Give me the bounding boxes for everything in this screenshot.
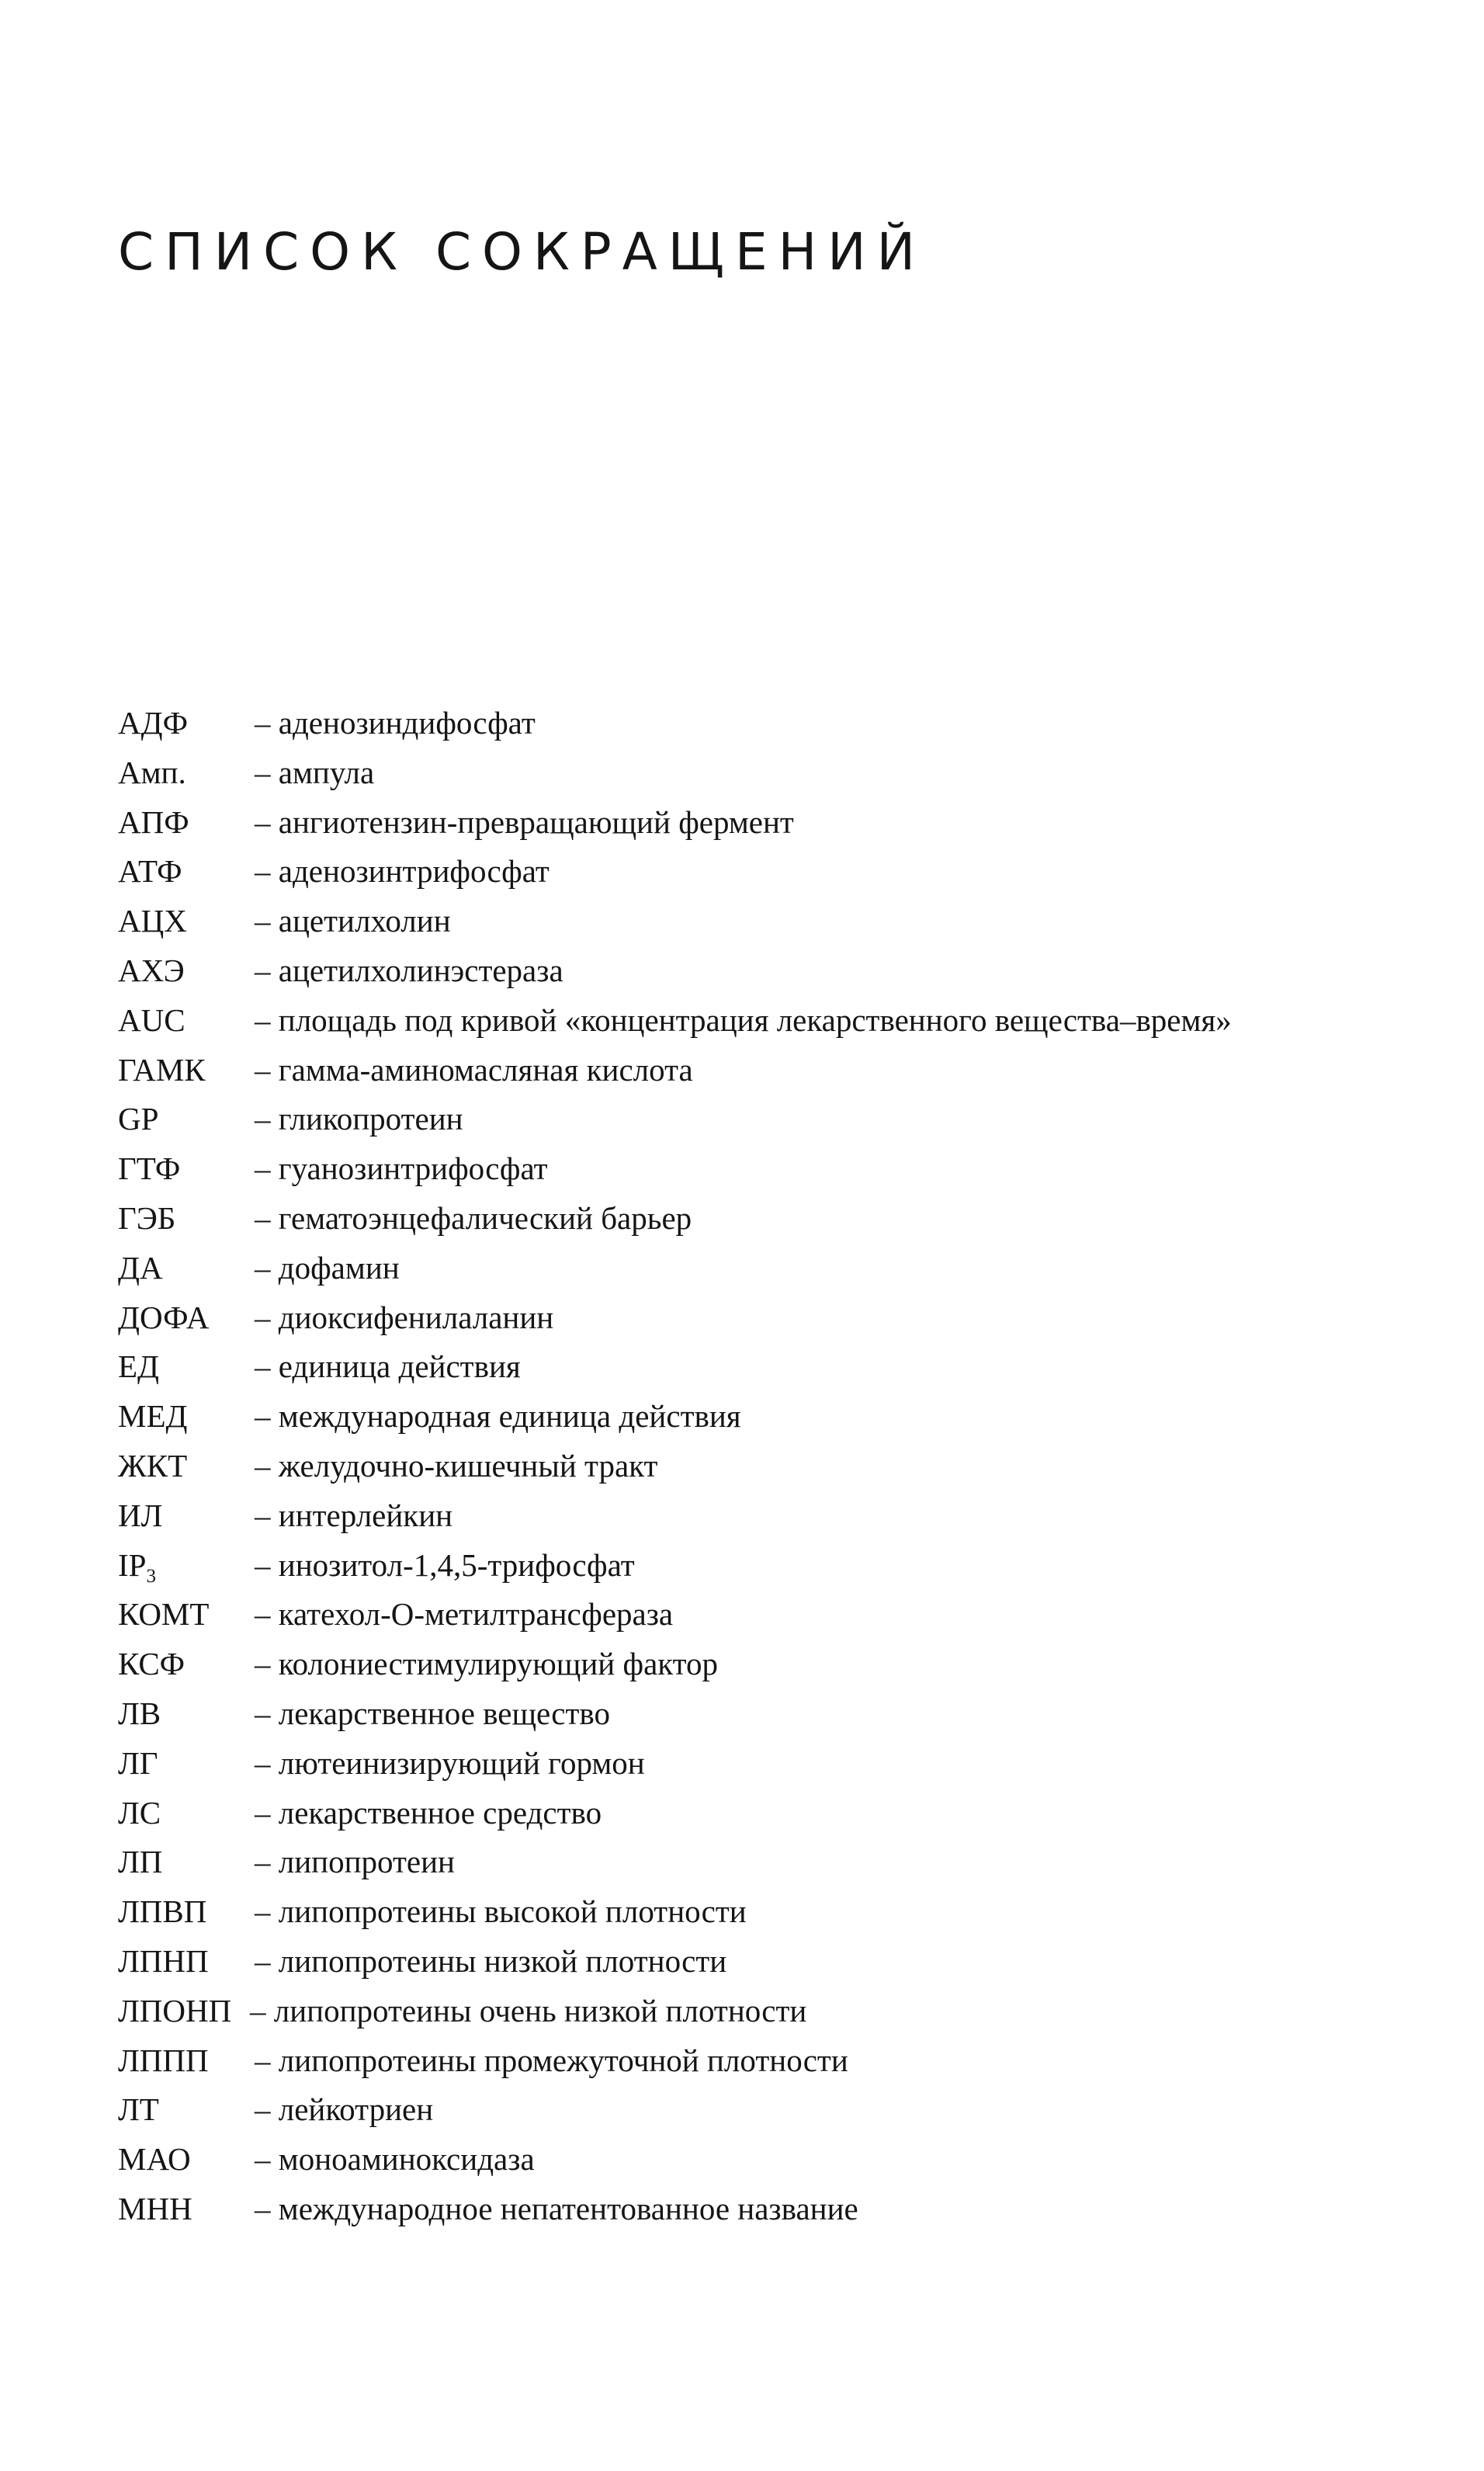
- abbreviation-term: [118, 1541, 156, 1591]
- abbreviation-definition: – лютеинизирующий гормон: [255, 1744, 645, 1781]
- abbreviation-row: [118, 897, 1437, 946]
- abbreviation-row: [118, 996, 1437, 1046]
- abbreviation-row: [118, 2036, 1437, 2086]
- abbreviation-row: [118, 1442, 1437, 1491]
- abbreviation-term: КОМТ: [118, 1596, 210, 1633]
- abbreviation-term-base: IP: [118, 1546, 147, 1583]
- abbreviation-definition: – липопротеин: [255, 1844, 455, 1880]
- abbreviation-term: ИЛ: [118, 1497, 163, 1533]
- abbreviation-term: ЕД: [118, 1348, 160, 1385]
- abbreviation-term: ЖКТ: [118, 1447, 188, 1484]
- abbreviation-term: АТФ: [118, 853, 182, 890]
- abbreviation-term: ГАМК: [118, 1051, 206, 1088]
- abbreviation-row: [118, 748, 1437, 798]
- abbreviation-row: [118, 1293, 1437, 1343]
- abbreviation-definition: – единица действия: [255, 1348, 521, 1385]
- abbreviation-definition: – ацетилхолинэстераза: [255, 952, 563, 988]
- abbreviation-term: АЦХ: [118, 903, 187, 939]
- abbreviation-term: ЛГ: [118, 1744, 158, 1781]
- abbreviation-definition: – лекарственное вещество: [255, 1695, 610, 1731]
- abbreviation-row: [118, 1194, 1437, 1244]
- abbreviation-row: [118, 847, 1437, 897]
- abbreviation-term: КСФ: [118, 1646, 186, 1682]
- abbreviation-term: МЕД: [118, 1398, 188, 1435]
- abbreviation-definition: – международное непатентованное название: [255, 2190, 858, 2226]
- abbreviation-row: [118, 1789, 1437, 1838]
- abbreviation-row: [118, 1046, 1437, 1095]
- abbreviation-term: ДА: [118, 1249, 163, 1286]
- page-title: СПИСОК СОКРАЩЕНИЙ: [118, 222, 927, 282]
- abbreviation-row: [118, 946, 1437, 996]
- abbreviation-term: ЛП: [118, 1844, 163, 1880]
- abbreviation-term: ЛППП: [118, 2042, 209, 2078]
- abbreviation-row: [118, 1244, 1437, 1293]
- abbreviation-term: GP: [118, 1101, 159, 1137]
- abbreviation-definition: – ампула: [255, 754, 375, 790]
- abbreviation-definition: – гематоэнцефалический барьер: [255, 1199, 692, 1236]
- abbreviation-row: [118, 1937, 1437, 1987]
- abbreviation-definition: – диоксифенилаланин: [255, 1299, 554, 1335]
- abbreviation-row: [118, 1392, 1437, 1442]
- abbreviation-term: ГТФ: [118, 1150, 181, 1187]
- abbreviation-definition: – гликопротеин: [255, 1101, 463, 1137]
- abbreviation-term: ДОФА: [118, 1299, 210, 1335]
- abbreviation-definition: – катехол-О-метилтрансфераза: [255, 1596, 674, 1633]
- abbreviation-row: [118, 1987, 1437, 2036]
- abbreviation-row: [118, 2085, 1437, 2135]
- abbreviation-definition: – площадь под кривой «концентрация лекарственного вещества–время»: [255, 1001, 1232, 1038]
- abbreviation-definition: – гуанозинтрифосфат: [255, 1150, 548, 1187]
- abbreviation-row: [118, 1144, 1437, 1194]
- abbreviation-definition: – международная единица действия: [255, 1398, 741, 1435]
- abbreviation-term: МАО: [118, 2141, 191, 2178]
- abbreviation-row: [118, 1095, 1437, 1144]
- abbreviation-definition: – лекарственное средство: [255, 1794, 602, 1831]
- abbreviation-term: ГЭБ: [118, 1199, 176, 1236]
- abbreviation-row: [118, 1838, 1437, 1887]
- abbreviation-definition: – желудочно-кишечный тракт: [255, 1447, 658, 1484]
- abbreviation-row: [118, 1689, 1437, 1739]
- abbreviation-term: МНН: [118, 2190, 192, 2226]
- abbreviation-term: АПФ: [118, 803, 189, 840]
- abbreviation-definition: – липопротеины высокой плотности: [255, 1893, 747, 1930]
- abbreviation-definition: – гамма-аминомасляная кислота: [255, 1051, 693, 1088]
- abbreviation-definition: – липопротеины промежуточной плотности: [255, 2042, 848, 2078]
- abbreviation-row: [118, 1342, 1437, 1392]
- abbreviation-term: AUC: [118, 1001, 186, 1038]
- abbreviation-definition: – ацетилхолин: [255, 903, 451, 939]
- abbreviation-term: ЛС: [118, 1794, 161, 1831]
- abbreviation-definition: – инозитол-1,4,5-трифосфат: [255, 1546, 635, 1583]
- abbreviation-row: [118, 2185, 1437, 2234]
- abbreviation-row: [118, 699, 1437, 748]
- abbreviation-term: ЛПНП: [118, 1942, 209, 1979]
- abbreviation-definition: – липопротеины низкой плотности: [255, 1942, 727, 1979]
- abbreviation-definition: – дофамин: [255, 1249, 400, 1286]
- abbreviation-row: [118, 1491, 1437, 1541]
- abbreviation-row: [118, 1590, 1437, 1640]
- abbreviation-term: АДФ: [118, 705, 188, 741]
- abbreviation-row: [118, 1541, 1437, 1591]
- abbreviation-list: [118, 699, 1437, 2234]
- abbreviation-row: [118, 2135, 1437, 2185]
- abbreviation-definition: – моноаминоксидаза: [255, 2141, 535, 2178]
- abbreviation-definition: – лейкотриен: [255, 2091, 434, 2128]
- abbreviation-term: ЛПОНП: [118, 1992, 232, 2029]
- abbreviation-definition: – ангиотензин-превращающий фермент: [255, 803, 794, 840]
- abbreviation-definition: – колониестимулирующий фактор: [255, 1646, 719, 1682]
- abbreviation-definition: – липопротеины очень низкой плотности: [250, 1992, 807, 2029]
- abbreviation-term: Амп.: [118, 754, 186, 790]
- abbreviation-term: АХЭ: [118, 952, 185, 988]
- abbreviation-definition: – аденозинтрифосфат: [255, 853, 550, 890]
- abbreviation-term: ЛПВП: [118, 1893, 207, 1930]
- abbreviation-definition: – аденозиндифосфат: [255, 705, 536, 741]
- abbreviation-term: ЛТ: [118, 2091, 159, 2128]
- abbreviation-row: [118, 1739, 1437, 1789]
- abbreviation-term: ЛВ: [118, 1695, 161, 1731]
- abbreviation-definition: – интерлейкин: [255, 1497, 453, 1533]
- abbreviation-term-subscript: 3: [146, 1565, 156, 1587]
- abbreviation-row: [118, 1640, 1437, 1689]
- abbreviation-row: [118, 798, 1437, 848]
- abbreviation-row: [118, 1887, 1437, 1937]
